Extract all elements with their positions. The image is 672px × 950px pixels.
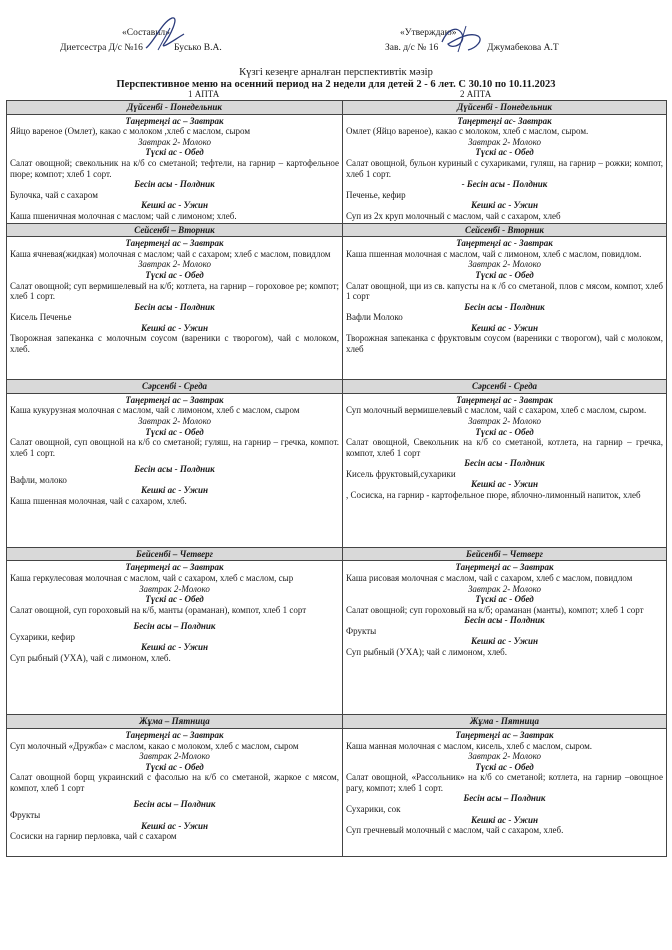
lunch-heading: Түскі ас - Обед xyxy=(145,426,204,437)
day-name-week1: Дүйсенбі - Понедельник xyxy=(7,101,343,115)
week2-menu-cell xyxy=(343,237,667,380)
dinner-heading: Кешкі ас - Ужин xyxy=(140,485,209,496)
day-name-week2: Дүйсенбі - Понедельник xyxy=(343,101,667,115)
dinner-text: Творожная запеканка с фруктовым соусом (вареники с творогом), чай с молоком, хлеб xyxy=(346,333,663,355)
dinner-heading: Кешкі ас - Ужин xyxy=(470,814,539,825)
day-name-week2: Сәрсенбі - Среда xyxy=(343,380,667,394)
dinner-heading: Кешкі ас - Ужин xyxy=(140,322,209,333)
lunch-text: Салат овощной, Свекольник на к/б со сметаной, котлета, на гарнир – гречка, компот, хлеб 1 сорт xyxy=(346,437,663,458)
day-header-row xyxy=(7,547,667,561)
lunch-text: Салат овощной, суп овощной на к/б со сметаной; гуляш, на гарнир – гречка, компот. хлеб 1 сорт. xyxy=(10,437,339,458)
dinner-heading: Кешкі ас - Ужин xyxy=(140,820,209,831)
day-name-week1: Сәрсенбі - Среда xyxy=(7,380,343,394)
breakfast-2-heading: Завтрак 2- Молоко xyxy=(467,136,542,147)
approved-by-position: Зав. д/с № 16 xyxy=(385,43,439,53)
breakfast-heading: Таңертеңгі ас – Завтрак xyxy=(455,562,554,573)
lunch-heading: Түскі ас - Обед xyxy=(475,426,534,437)
snack-heading: - Бесін асы - Полдник xyxy=(461,179,548,190)
breakfast-heading: Таңертеңгі ас – Завтрак xyxy=(455,729,554,740)
snack-heading: Бесін асы – Полдник xyxy=(463,793,546,804)
breakfast-heading: Таңертеңгі ас- Завтрак xyxy=(457,115,552,126)
menu-table xyxy=(6,100,667,857)
week2-menu-cell xyxy=(343,114,667,223)
breakfast-2-heading: Завтрак 2- Молоко xyxy=(137,259,212,270)
day-name-week2: Сейсенбі - Вторник xyxy=(343,223,667,237)
lunch-text: Салат овощной; свекольник на к/б со сметаной; тефтели, на гарнир – картофельное пюре; компот; хлеб 1 сорт. xyxy=(10,157,339,179)
signature-left xyxy=(140,14,190,56)
breakfast-2-heading: Завтрак 2- Молоко xyxy=(467,415,542,426)
approved-by-title: «Утверждаю» xyxy=(400,28,457,38)
week1-menu-cell xyxy=(7,237,343,380)
breakfast-text: Каша манная молочная с маслом, кисель, хлеб с маслом, сыром. xyxy=(346,740,593,751)
week1-menu-cell xyxy=(7,393,343,547)
snack-text: Кисель фруктовый,сухарики xyxy=(346,468,456,479)
week1-menu-cell xyxy=(7,728,343,856)
breakfast-2-heading: Завтрак 2- Молоко xyxy=(137,415,212,426)
breakfast-text: Яйцо вареное (Омлет), какао с молоком ,хлеб с маслом, сыром xyxy=(10,126,251,137)
lunch-text: Салат овощной борщ украинский с фасолью на к/б со сметаной, жаркое с мясом, компот, хлеб 1 сорт xyxy=(10,772,339,793)
lunch-heading: Түскі ас - Обед xyxy=(145,594,204,605)
breakfast-text: Омлет (Яйцо вареное), какао с молоком, хлеб с маслом, сыром. xyxy=(346,126,589,137)
day-menu-row xyxy=(7,237,667,380)
lunch-heading: Түскі ас - Обед xyxy=(475,269,534,280)
snack-text: Булочка, чай с сахаром xyxy=(10,189,98,200)
dinner-text: Суп рыбный (УХА); чай с лимоном, хлеб. xyxy=(346,647,508,658)
dinner-text: Суп рыбный (УХА), чай с лимоном, хлеб. xyxy=(10,653,171,664)
lunch-heading: Түскі ас - Обед xyxy=(475,761,534,772)
snack-text: Фрукты xyxy=(346,625,377,636)
lunch-text: Салат овощной, суп гороховый на к/б, манты (ораманан), компот, хлеб 1 сорт xyxy=(10,604,307,615)
day-header-row xyxy=(7,715,667,729)
week-1-label: 1 АПТА xyxy=(188,89,220,99)
day-name-week2: Бейсенбі – Четверг xyxy=(343,547,667,561)
day-menu-row xyxy=(7,728,667,856)
lunch-heading: Түскі ас - Обед xyxy=(145,761,204,772)
dinner-heading: Кешкі ас - Ужин xyxy=(470,200,539,211)
day-name-week1: Жұма – Пятница xyxy=(7,715,343,729)
dinner-heading: Кешкі ас - Ужин xyxy=(470,322,539,333)
breakfast-heading: Таңертеңгі ас – Завтрак xyxy=(125,115,224,126)
day-name-week2: Жұма - Пятница xyxy=(343,715,667,729)
day-header-row xyxy=(7,101,667,115)
dinner-heading: Кешкі ас - Ужин xyxy=(470,479,539,490)
breakfast-2-heading: Завтрак 2- Молоко xyxy=(467,583,542,594)
week2-menu-cell xyxy=(343,561,667,715)
breakfast-heading: Таңертеңгі ас – Завтрак xyxy=(125,238,224,249)
lunch-text: Салат овощной, бульон куриный с сухариками, гуляш, на гарнир – рожки; компот, хлеб 1 сорт. xyxy=(346,157,663,179)
breakfast-heading: Таңертеңгі ас – Завтрак xyxy=(125,394,224,405)
breakfast-heading: Таңертеңгі ас - Завтрак xyxy=(456,238,553,249)
lunch-heading: Түскі ас - Обед xyxy=(145,147,204,158)
week-2-label: 2 АПТА xyxy=(460,89,492,99)
lunch-text: Салат овощной; суп вермишелевый на к/б; котлета, на гарнир – гороховое ре; компот; хлеб 1 сорт. xyxy=(10,280,339,302)
lunch-text: Салат овощной, щи из св. капусты на к /б со сметаной, плов с мясом, компот, хлеб 1 сорт xyxy=(346,280,663,302)
breakfast-text: Суп молочный вермишелевый с маслом, чай с сахаром, хлеб с маслом, сыром. xyxy=(346,405,647,416)
lunch-text: Салат овощной; суп гороховый на к/б; ораманан (манты), компот; хлеб 1 сорт xyxy=(346,604,644,615)
snack-heading: Бесін асы - Полдник xyxy=(134,464,215,475)
snack-heading: Бесін асы - Полдник xyxy=(134,301,215,312)
snack-text: Кисель Печенье xyxy=(10,312,72,323)
title-russian: Перспективное меню на осенний период на 2 недели для детей 2 - 6 лет. С 30.10 по 10.11.2023 xyxy=(116,79,556,90)
breakfast-2-heading: Завтрак 2- Молоко xyxy=(467,751,542,762)
week1-menu-cell xyxy=(7,561,343,715)
dinner-text: Суп из 2х круп молочный с маслом, чай с сахаром, хлеб xyxy=(346,210,561,221)
breakfast-text: Каша кукурузная молочная с маслом, чай с лимоном, хлеб с маслом, сыром xyxy=(10,405,300,416)
breakfast-2-heading: Завтрак 2-Молоко xyxy=(139,751,210,762)
snack-heading: Бесін асы - Полдник xyxy=(464,458,545,469)
snack-heading: Бесін асы – Полдник xyxy=(133,621,216,632)
breakfast-2-heading: Завтрак 2- Молоко xyxy=(467,259,542,270)
dinner-text: Каша пшенная молочная, чай с сахаром, хлеб. xyxy=(10,496,187,507)
snack-heading: Бесін асы – Полдник xyxy=(133,799,216,810)
snack-text: Вафли, молоко xyxy=(10,474,67,485)
lunch-text: Салат овощной, «Рассольник» на к/б со сметаной; котлета, на гарнир –овощное рагу, компот; хлеб 1 сорт. xyxy=(346,772,663,793)
dinner-heading: Кешкі ас - Ужин xyxy=(140,642,209,653)
breakfast-text: Каша пшенная молочная с маслом, чай с лимоном, хлеб с маслом, повидлом. xyxy=(346,248,642,259)
day-header-row xyxy=(7,223,667,237)
day-menu-row xyxy=(7,114,667,223)
snack-text: Вафли Молоко xyxy=(346,312,403,323)
dinner-heading: Кешкі ас - Ужин xyxy=(140,200,209,211)
snack-heading: Бесін асы - Полдник xyxy=(464,301,545,312)
compiled-by-position: Диетсестра Д/с №16 xyxy=(60,43,143,53)
lunch-heading: Түскі ас - Обед xyxy=(145,269,204,280)
approved-by-name: Джумабекова А.Т xyxy=(487,43,559,53)
day-header-row xyxy=(7,380,667,394)
breakfast-text: Каша рисовая молочная с маслом, чай с сахаром, хлеб с маслом, повидлом xyxy=(346,572,633,583)
snack-heading: Бесін асы - Полдник xyxy=(464,615,545,626)
day-menu-row xyxy=(7,393,667,547)
week2-menu-cell xyxy=(343,393,667,547)
dinner-text: Суп гречневый молочный с маслом, чай с сахаром, хлеб. xyxy=(346,825,564,836)
day-name-week1: Сейсенбі – Вторник xyxy=(7,223,343,237)
breakfast-heading: Таңертеңгі ас – Завтрак xyxy=(125,562,224,573)
dinner-text: Каша пшеничная молочная с маслом; чай с лимоном; хлеб. xyxy=(10,210,237,221)
title-kazakh: Күзгі кезеңге арналған перспективтік мәзір xyxy=(239,67,433,78)
compiled-by-title: «Составил» xyxy=(122,28,170,38)
snack-text: Фрукты xyxy=(10,810,41,821)
breakfast-2-heading: Завтрак 2- Молоко xyxy=(137,136,212,147)
breakfast-text: Суп молочный «Дружба» с маслом, какао с молоком, хлеб с маслом, сыром xyxy=(10,740,299,751)
snack-text: Печенье, кефир xyxy=(346,189,406,200)
lunch-heading: Түскі ас - Обед xyxy=(475,594,534,605)
compiled-by-name: Бусько В.А. xyxy=(174,43,222,53)
snack-heading: Бесін асы - Полдник xyxy=(134,179,215,190)
week2-menu-cell xyxy=(343,728,667,856)
day-name-week1: Бейсенбі – Четверг xyxy=(7,547,343,561)
week1-menu-cell xyxy=(7,114,343,223)
lunch-heading: Түскі ас - Обед xyxy=(475,147,534,158)
dinner-text: Сосиски на гарнир перловка, чай с сахаром xyxy=(10,831,177,842)
signature-right xyxy=(438,22,488,56)
snack-text: Сухарики, кефир xyxy=(10,631,76,642)
dinner-heading: Кешкі ас - Ужин xyxy=(470,636,539,647)
breakfast-text: Каша геркулесовая молочная с маслом, чай с сахаром, хлеб с маслом, сыр xyxy=(10,572,294,583)
breakfast-2-heading: Завтрак 2-Молоко xyxy=(139,583,210,594)
snack-text: Сухарики, сок xyxy=(346,804,401,815)
breakfast-heading: Таңертеңгі ас - Завтрак xyxy=(456,394,553,405)
dinner-text: , Сосиска, на гарнир - картофельное пюре, яблочно-лимонный напиток, хлеб xyxy=(346,490,641,501)
breakfast-text: Каша ячневая(жидкая) молочная с маслом; чай с сахаром; хлеб с маслом, повидлом xyxy=(10,248,331,259)
day-menu-row xyxy=(7,561,667,715)
breakfast-heading: Таңертеңгі ас – Завтрак xyxy=(125,729,224,740)
dinner-text: Творожная запеканка с молочным соусом (вареники с творогом), чай с молоком, хлеб. xyxy=(10,333,339,355)
